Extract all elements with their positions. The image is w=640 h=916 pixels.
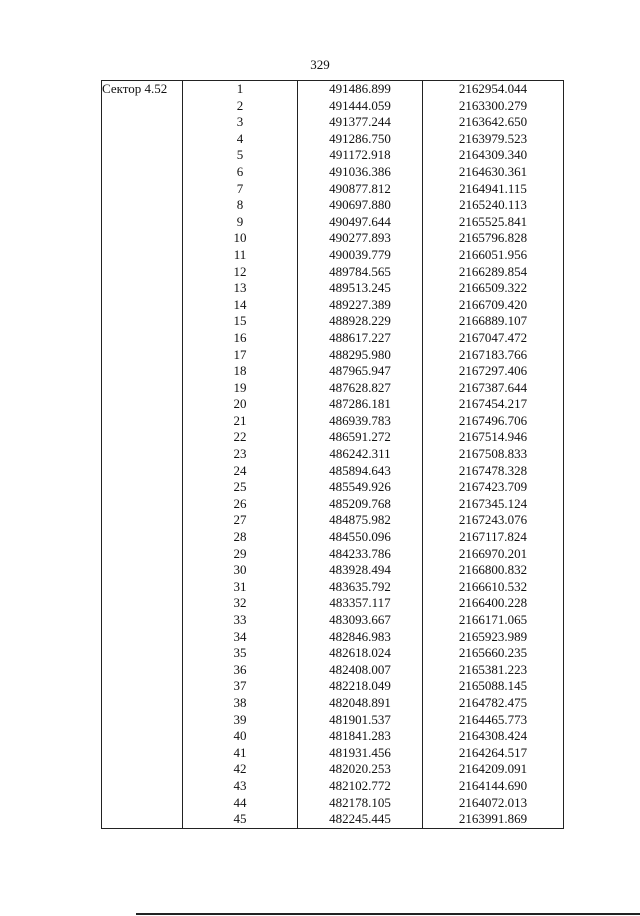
point-number-cell: 23 (183, 446, 298, 463)
x-coordinate-cell: 486939.783 (298, 413, 423, 430)
sector-cell (102, 264, 183, 281)
x-coordinate-cell: 483093.667 (298, 612, 423, 629)
table-row (102, 214, 564, 231)
y-coordinate-cell: 2164941.115 (423, 181, 564, 198)
table-row (102, 695, 564, 712)
point-number-cell: 40 (183, 728, 298, 745)
y-coordinate-cell: 2167387.644 (423, 380, 564, 397)
table-row (102, 546, 564, 563)
point-number-cell: 24 (183, 463, 298, 480)
y-coordinate-cell: 2164209.091 (423, 761, 564, 778)
table-row (102, 181, 564, 198)
sector-cell (102, 612, 183, 629)
x-coordinate-cell: 482245.445 (298, 811, 423, 828)
x-coordinate-cell: 490697.880 (298, 197, 423, 214)
point-number-cell: 9 (183, 214, 298, 231)
point-number-cell: 17 (183, 347, 298, 364)
y-coordinate-cell: 2163979.523 (423, 131, 564, 148)
y-coordinate-cell: 2163642.650 (423, 114, 564, 131)
point-number-cell: 11 (183, 247, 298, 264)
x-coordinate-cell: 488295.980 (298, 347, 423, 364)
sector-cell (102, 247, 183, 264)
sector-cell (102, 380, 183, 397)
point-number-cell: 27 (183, 512, 298, 529)
x-coordinate-cell: 491444.059 (298, 98, 423, 115)
y-coordinate-cell: 2167345.124 (423, 496, 564, 513)
point-number-cell: 2 (183, 98, 298, 115)
point-number-cell: 10 (183, 230, 298, 247)
table-row (102, 761, 564, 778)
table-row (102, 595, 564, 612)
point-number-cell: 21 (183, 413, 298, 430)
x-coordinate-cell: 486591.272 (298, 429, 423, 446)
table-row (102, 264, 564, 281)
point-number-cell: 1 (183, 81, 298, 98)
table-row (102, 363, 564, 380)
table-row (102, 662, 564, 679)
point-number-cell: 25 (183, 479, 298, 496)
x-coordinate-cell: 490877.812 (298, 181, 423, 198)
sector-cell (102, 297, 183, 314)
table-row (102, 645, 564, 662)
x-coordinate-cell: 482102.772 (298, 778, 423, 795)
point-number-cell: 41 (183, 745, 298, 762)
sector-cell (102, 396, 183, 413)
table-row (102, 81, 564, 98)
x-coordinate-cell: 484233.786 (298, 546, 423, 563)
sector-cell (102, 429, 183, 446)
x-coordinate-cell: 487286.181 (298, 396, 423, 413)
table-row (102, 479, 564, 496)
sector-cell (102, 446, 183, 463)
point-number-cell: 14 (183, 297, 298, 314)
x-coordinate-cell: 481931.456 (298, 745, 423, 762)
table-row (102, 396, 564, 413)
point-number-cell: 19 (183, 380, 298, 397)
sector-cell (102, 496, 183, 513)
y-coordinate-cell: 2164309.340 (423, 147, 564, 164)
y-coordinate-cell: 2167514.946 (423, 429, 564, 446)
point-number-cell: 37 (183, 678, 298, 695)
y-coordinate-cell: 2166709.420 (423, 297, 564, 314)
y-coordinate-cell: 2164264.517 (423, 745, 564, 762)
sector-cell (102, 546, 183, 563)
y-coordinate-cell: 2166509.322 (423, 280, 564, 297)
table-row (102, 429, 564, 446)
sector-cell (102, 413, 183, 430)
y-coordinate-cell: 2165088.145 (423, 678, 564, 695)
y-coordinate-cell: 2167454.217 (423, 396, 564, 413)
point-number-cell: 7 (183, 181, 298, 198)
y-coordinate-cell: 2165525.841 (423, 214, 564, 231)
x-coordinate-cell: 482048.891 (298, 695, 423, 712)
point-number-cell: 13 (183, 280, 298, 297)
x-coordinate-cell: 491486.899 (298, 81, 423, 98)
table-row (102, 147, 564, 164)
sector-cell (102, 662, 183, 679)
sector-cell (102, 230, 183, 247)
table-row (102, 247, 564, 264)
x-coordinate-cell: 491036.386 (298, 164, 423, 181)
y-coordinate-cell: 2167243.076 (423, 512, 564, 529)
y-coordinate-cell: 2164465.773 (423, 712, 564, 729)
table-row (102, 512, 564, 529)
point-number-cell: 44 (183, 795, 298, 812)
point-number-cell: 36 (183, 662, 298, 679)
table-row (102, 164, 564, 181)
x-coordinate-cell: 489513.245 (298, 280, 423, 297)
y-coordinate-cell: 2165240.113 (423, 197, 564, 214)
y-coordinate-cell: 2166051.956 (423, 247, 564, 264)
sector-cell (102, 595, 183, 612)
table-row (102, 629, 564, 646)
sector-cell (102, 712, 183, 729)
sector-cell (102, 147, 183, 164)
table-row (102, 579, 564, 596)
x-coordinate-cell: 482846.983 (298, 629, 423, 646)
table-row (102, 230, 564, 247)
sector-cell (102, 214, 183, 231)
table-row (102, 280, 564, 297)
point-number-cell: 20 (183, 396, 298, 413)
x-coordinate-cell: 481841.283 (298, 728, 423, 745)
table-row (102, 98, 564, 115)
x-coordinate-cell: 489784.565 (298, 264, 423, 281)
point-number-cell: 43 (183, 778, 298, 795)
table-row (102, 562, 564, 579)
page-number: 329 (310, 57, 330, 72)
y-coordinate-cell: 2166889.107 (423, 313, 564, 330)
x-coordinate-cell: 491377.244 (298, 114, 423, 131)
y-coordinate-cell: 2167183.766 (423, 347, 564, 364)
point-number-cell: 12 (183, 264, 298, 281)
point-number-cell: 29 (183, 546, 298, 563)
sector-cell (102, 728, 183, 745)
y-coordinate-cell: 2166800.832 (423, 562, 564, 579)
point-number-cell: 18 (183, 363, 298, 380)
y-coordinate-cell: 2164144.690 (423, 778, 564, 795)
table-row (102, 795, 564, 812)
sector-cell (102, 463, 183, 480)
table-row (102, 330, 564, 347)
sector-cell: Сектор 4.52 (102, 81, 183, 98)
sector-cell (102, 695, 183, 712)
y-coordinate-cell: 2164072.013 (423, 795, 564, 812)
table-row (102, 114, 564, 131)
point-number-cell: 6 (183, 164, 298, 181)
x-coordinate-cell: 489227.389 (298, 297, 423, 314)
x-coordinate-cell: 484550.096 (298, 529, 423, 546)
y-coordinate-cell: 2164308.424 (423, 728, 564, 745)
table-row (102, 712, 564, 729)
table-row (102, 197, 564, 214)
sector-cell (102, 795, 183, 812)
point-number-cell: 39 (183, 712, 298, 729)
y-coordinate-cell: 2165923.989 (423, 629, 564, 646)
y-coordinate-cell: 2167297.406 (423, 363, 564, 380)
table-row (102, 745, 564, 762)
sector-cell (102, 761, 183, 778)
y-coordinate-cell: 2167496.706 (423, 413, 564, 430)
sector-cell (102, 811, 183, 828)
sector-cell (102, 778, 183, 795)
x-coordinate-cell: 490277.893 (298, 230, 423, 247)
y-coordinate-cell: 2165796.828 (423, 230, 564, 247)
sector-cell (102, 347, 183, 364)
y-coordinate-cell: 2162954.044 (423, 81, 564, 98)
y-coordinate-cell: 2166970.201 (423, 546, 564, 563)
point-number-cell: 30 (183, 562, 298, 579)
x-coordinate-cell: 485894.643 (298, 463, 423, 480)
point-number-cell: 22 (183, 429, 298, 446)
point-number-cell: 33 (183, 612, 298, 629)
point-number-cell: 28 (183, 529, 298, 546)
x-coordinate-cell: 491172.918 (298, 147, 423, 164)
point-number-cell: 3 (183, 114, 298, 131)
y-coordinate-cell: 2164630.361 (423, 164, 564, 181)
point-number-cell: 15 (183, 313, 298, 330)
point-number-cell: 38 (183, 695, 298, 712)
y-coordinate-cell: 2165381.223 (423, 662, 564, 679)
y-coordinate-cell: 2163991.869 (423, 811, 564, 828)
x-coordinate-cell: 483635.792 (298, 579, 423, 596)
table-row (102, 612, 564, 629)
x-coordinate-cell: 491286.750 (298, 131, 423, 148)
point-number-cell: 35 (183, 645, 298, 662)
x-coordinate-cell: 482178.105 (298, 795, 423, 812)
x-coordinate-cell: 481901.537 (298, 712, 423, 729)
y-coordinate-cell: 2167423.709 (423, 479, 564, 496)
point-number-cell: 8 (183, 197, 298, 214)
sector-cell (102, 562, 183, 579)
sector-cell (102, 678, 183, 695)
x-coordinate-cell: 487628.827 (298, 380, 423, 397)
y-coordinate-cell: 2166400.228 (423, 595, 564, 612)
x-coordinate-cell: 484875.982 (298, 512, 423, 529)
x-coordinate-cell: 482020.253 (298, 761, 423, 778)
sector-cell (102, 197, 183, 214)
sector-cell (102, 529, 183, 546)
y-coordinate-cell: 2167117.824 (423, 529, 564, 546)
x-coordinate-cell: 483928.494 (298, 562, 423, 579)
sector-cell (102, 745, 183, 762)
y-coordinate-cell: 2166289.854 (423, 264, 564, 281)
sector-cell (102, 512, 183, 529)
y-coordinate-cell: 2164782.475 (423, 695, 564, 712)
table-row (102, 347, 564, 364)
table-row (102, 131, 564, 148)
point-number-cell: 32 (183, 595, 298, 612)
x-coordinate-cell: 485549.926 (298, 479, 423, 496)
table-row (102, 778, 564, 795)
coordinates-table-body (102, 81, 564, 829)
x-coordinate-cell: 487965.947 (298, 363, 423, 380)
y-coordinate-cell: 2167508.833 (423, 446, 564, 463)
sector-cell (102, 98, 183, 115)
x-coordinate-cell: 486242.311 (298, 446, 423, 463)
point-number-cell: 34 (183, 629, 298, 646)
x-coordinate-cell: 483357.117 (298, 595, 423, 612)
sector-cell (102, 280, 183, 297)
table-row (102, 463, 564, 480)
table-row (102, 678, 564, 695)
sector-cell (102, 330, 183, 347)
point-number-cell: 42 (183, 761, 298, 778)
x-coordinate-cell: 485209.768 (298, 496, 423, 513)
point-number-cell: 4 (183, 131, 298, 148)
x-coordinate-cell: 488928.229 (298, 313, 423, 330)
x-coordinate-cell: 488617.227 (298, 330, 423, 347)
y-coordinate-cell: 2166171.065 (423, 612, 564, 629)
x-coordinate-cell: 482218.049 (298, 678, 423, 695)
table-row (102, 446, 564, 463)
point-number-cell: 45 (183, 811, 298, 828)
sector-cell (102, 313, 183, 330)
x-coordinate-cell: 482618.024 (298, 645, 423, 662)
sector-cell (102, 131, 183, 148)
table-row (102, 413, 564, 430)
y-coordinate-cell: 2163300.279 (423, 98, 564, 115)
x-coordinate-cell: 490039.779 (298, 247, 423, 264)
sector-cell (102, 579, 183, 596)
table-row (102, 811, 564, 828)
y-coordinate-cell: 2165660.235 (423, 645, 564, 662)
point-number-cell: 16 (183, 330, 298, 347)
table-row (102, 496, 564, 513)
x-coordinate-cell: 490497.644 (298, 214, 423, 231)
table-row (102, 297, 564, 314)
point-number-cell: 5 (183, 147, 298, 164)
point-number-cell: 31 (183, 579, 298, 596)
table-row (102, 529, 564, 546)
sector-cell (102, 114, 183, 131)
point-number-cell: 26 (183, 496, 298, 513)
y-coordinate-cell: 2166610.532 (423, 579, 564, 596)
y-coordinate-cell: 2167478.328 (423, 463, 564, 480)
sector-cell (102, 479, 183, 496)
sector-cell (102, 164, 183, 181)
sector-cell (102, 645, 183, 662)
y-coordinate-cell: 2167047.472 (423, 330, 564, 347)
sector-cell (102, 181, 183, 198)
table-row (102, 728, 564, 745)
x-coordinate-cell: 482408.007 (298, 662, 423, 679)
sector-cell (102, 629, 183, 646)
coordinates-table (101, 80, 564, 829)
sector-cell (102, 363, 183, 380)
bottom-rule (136, 913, 640, 915)
table-row (102, 313, 564, 330)
table-row (102, 380, 564, 397)
